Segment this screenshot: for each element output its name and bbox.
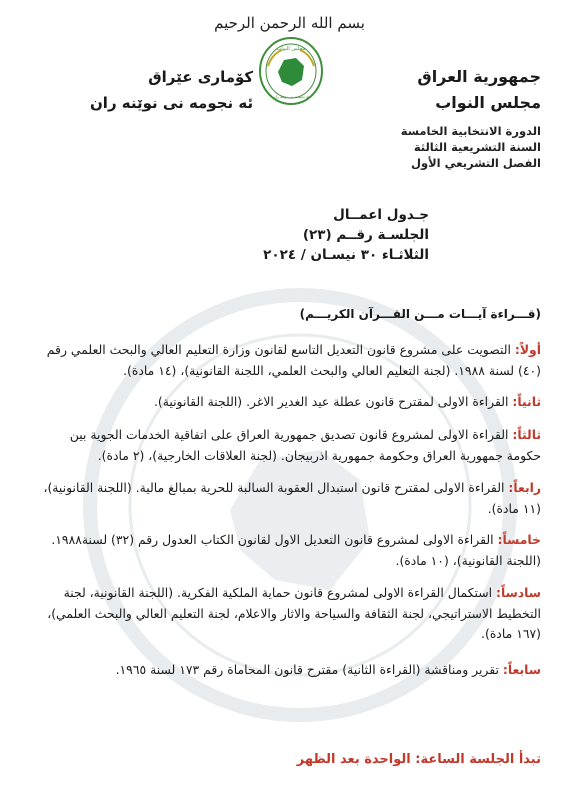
agenda-header bbox=[263, 205, 429, 265]
svg-text:ئه نجومه نی نوێنه ران: ئه نجومه نی نوێنه ران bbox=[272, 94, 310, 99]
session-start-time: تبدأ الجلسة الساعة: الواحدة بعد الظهر bbox=[296, 752, 541, 767]
item-number: سابعاً: bbox=[502, 662, 541, 677]
item-text: تقرير ومناقشة (القراءة الثانية) مقترح قانون المحاماة رقم ١٧٣ لسنة ١٩٦٥. bbox=[115, 662, 503, 677]
header-right bbox=[417, 64, 541, 116]
item-text: استكمال القراءة الاولى لمشروع قانون حماية الملكية الفكرية. (اللجنة القانونية، لجنة التخطيط الاستراتيجي، لجنة الثقافة والسياحة والاثار والاعلام، لجنة التعليم العالي والبحث العلمي)، (١٦٧ مادة). bbox=[47, 585, 541, 641]
agenda-item bbox=[33, 530, 541, 571]
item-text: القراءة الاولى لمقترح قانون استبدال العقوبة السالبة للحرية بمبالغ مالية. (اللجنة القانونية)، (١١ مادة). bbox=[43, 480, 541, 516]
agenda-item bbox=[33, 425, 541, 466]
electoral-term: الدورة الانتخابية الخامسة bbox=[400, 124, 541, 138]
country-name: جمهورية العراق bbox=[417, 67, 541, 86]
item-text: القراءة الاولى لمقترح قانون عطلة عيد الغدير الاغر. (اللجنة القانونية). bbox=[153, 394, 513, 409]
agenda-item bbox=[33, 392, 541, 413]
legislative-chapter: الفصل التشريعي الأول bbox=[410, 156, 541, 170]
session-number: الجلسـة رقــم (٢٣) bbox=[302, 227, 429, 243]
session-date: الثلاثـاء ٣٠ نيسـان / ٢٠٢٤ bbox=[263, 247, 429, 263]
item-number: رابعاً: bbox=[508, 480, 541, 495]
quran-reading: (قـــراءة آيـــات مـــن القـــرآن الكريـــم) bbox=[299, 307, 541, 321]
basmala: بسم الله الرحمن الرحيم bbox=[214, 14, 365, 32]
agenda-item bbox=[33, 583, 541, 645]
country-name-kurdish: كۆماری عێراق bbox=[148, 68, 254, 86]
item-text: القراءة الاولى لمشروع قانون تصديق جمهورية العراق على اتفاقية الخدمات الجوية بين حكومة جمهورية العراق وحكومة جمهورية اذربيجان. (لجنة العلاقات الخارجية)، (٢ مادة). bbox=[69, 427, 541, 463]
legislative-year: السنة التشريعية الثالثة bbox=[413, 140, 541, 154]
item-number: ثانياً: bbox=[512, 394, 541, 409]
header-left-kurdish bbox=[90, 64, 253, 116]
item-number: سادساً: bbox=[496, 585, 541, 600]
svg-text:مجلس النواب: مجلس النواب bbox=[276, 46, 306, 52]
item-number: ثالثاً: bbox=[512, 427, 541, 442]
item-text: القراءة الاولى لمشروع قانون التعديل الاول لقانون الكتاب العدول رقم (٣٢) لسنة١٩٨٨. (اللجنة القانونية)، (١٠ مادة). bbox=[51, 532, 541, 568]
council-name: مجلس النواب bbox=[435, 93, 541, 112]
item-number: خامساً: bbox=[497, 532, 541, 547]
agenda-title: جـدول اعمــال bbox=[333, 207, 429, 223]
parliament-logo bbox=[258, 36, 324, 106]
session-info bbox=[401, 123, 541, 171]
agenda-item bbox=[33, 660, 541, 681]
item-number: أولاً: bbox=[514, 342, 541, 357]
agenda-item bbox=[33, 478, 541, 519]
item-text: التصويت على مشروع قانون التعديل التاسع لقانون وزارة التعليم العالي والبحث العلمي رقم (٤٠) لسنة ١٩٨٨. (لجنة التعليم العالي والبحث العلمي، اللجنة القانونية)، (١٤ مادة). bbox=[46, 342, 541, 378]
council-name-kurdish: ئه نجومه نی نوێنه ران bbox=[90, 94, 254, 112]
agenda-item bbox=[33, 340, 541, 381]
